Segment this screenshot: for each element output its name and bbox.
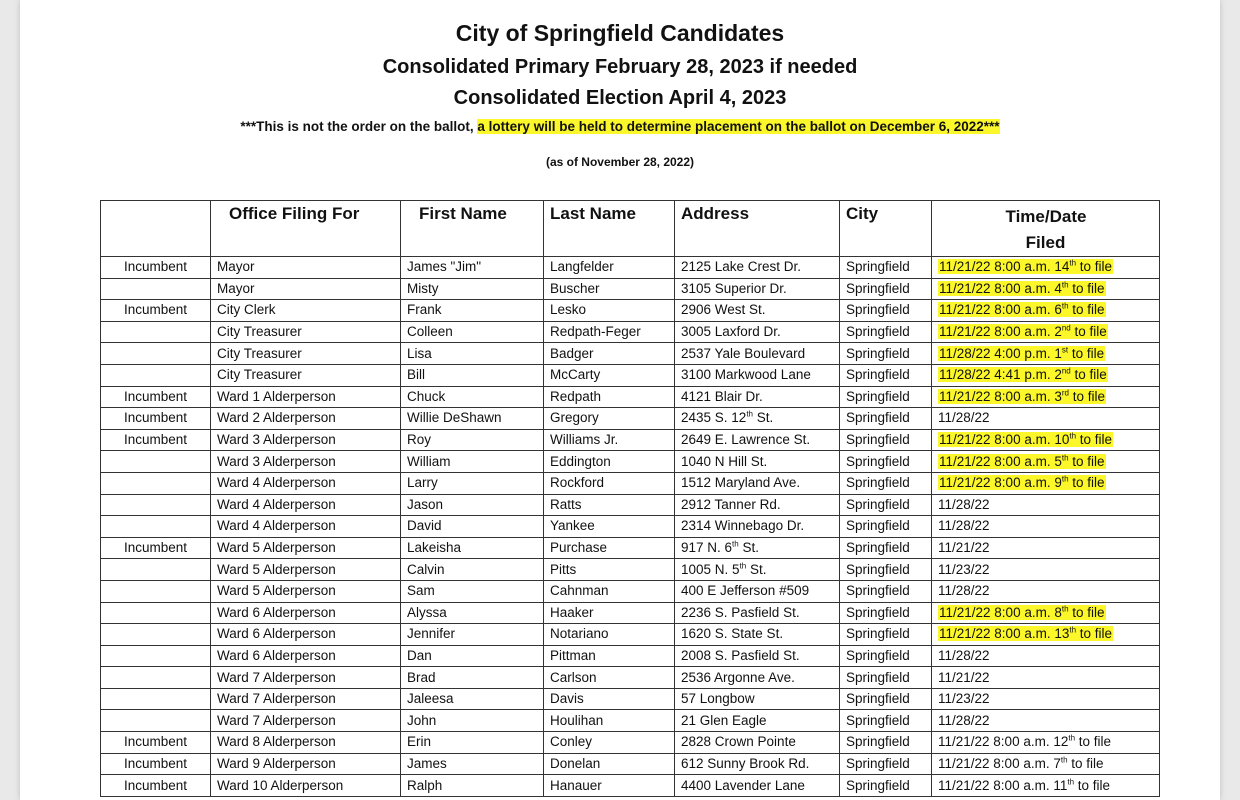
- ordinal-suffix: nd: [1061, 366, 1071, 376]
- office-cell: Ward 3 Alderperson: [211, 429, 401, 451]
- office-cell: City Treasurer: [211, 364, 401, 386]
- address-cell: 2314 Winnebago Dr.: [675, 516, 840, 538]
- highlighted-filing-text: 11/28/22 4:00 p.m. 1st to file: [939, 345, 1105, 361]
- time-filed-cell: 11/28/22: [932, 408, 1160, 430]
- table-row: [101, 775, 1160, 797]
- header-time-date-filed-text: Time/Date Filed: [1005, 207, 1087, 252]
- ballot-order-notice: [20, 119, 1220, 134]
- notice-highlighted-text: a lottery will be held to determine placement on the ballot on December 6, 2022***: [477, 119, 1000, 134]
- city-cell: Springfield: [840, 386, 932, 408]
- time-filed-cell: 11/21/22: [932, 667, 1160, 689]
- status-cell: [101, 321, 211, 343]
- city-cell: Springfield: [840, 537, 932, 559]
- office-cell: Ward 6 Alderperson: [211, 624, 401, 646]
- time-filed-cell: 11/28/22: [932, 645, 1160, 667]
- address-cell: 1005 N. 5th St.: [675, 559, 840, 581]
- first-name-cell: Willie DeShawn: [401, 408, 544, 430]
- highlighted-filing-text: 11/21/22 8:00 a.m. 2nd to file: [939, 323, 1107, 340]
- first-name-cell: Larry: [401, 472, 544, 494]
- address-cell: 3005 Laxford Dr.: [675, 321, 840, 343]
- city-cell: Springfield: [840, 732, 932, 754]
- first-name-cell: Dan: [401, 645, 544, 667]
- status-cell: [101, 688, 211, 710]
- time-filed-cell: 11/21/22: [932, 537, 1160, 559]
- ordinal-suffix: th: [1061, 280, 1069, 290]
- city-cell: Springfield: [840, 775, 932, 797]
- table-row: [101, 645, 1160, 667]
- address-cell: 612 Sunny Brook Rd.: [675, 753, 840, 775]
- status-cell: Incumbent: [101, 732, 211, 754]
- office-cell: Ward 8 Alderperson: [211, 732, 401, 754]
- office-cell: Ward 6 Alderperson: [211, 645, 401, 667]
- table-row: [101, 494, 1160, 516]
- table-row: [101, 386, 1160, 408]
- first-name-cell: Misty: [401, 278, 544, 300]
- first-name-cell: Roy: [401, 429, 544, 451]
- address-cell: 1620 S. State St.: [675, 624, 840, 646]
- address-cell: 2912 Tanner Rd.: [675, 494, 840, 516]
- status-cell: [101, 624, 211, 646]
- table-row: [101, 559, 1160, 581]
- last-name-cell: Rockford: [544, 472, 675, 494]
- status-cell: [101, 645, 211, 667]
- last-name-cell: Ratts: [544, 494, 675, 516]
- office-cell: Mayor: [211, 257, 401, 279]
- office-cell: Ward 3 Alderperson: [211, 451, 401, 473]
- status-cell: [101, 559, 211, 581]
- status-cell: [101, 472, 211, 494]
- time-filed-cell: 11/28/22: [932, 580, 1160, 602]
- last-name-cell: Davis: [544, 688, 675, 710]
- status-cell: [101, 278, 211, 300]
- ordinal-suffix: nd: [1061, 323, 1071, 333]
- table-row: [101, 624, 1160, 646]
- address-cell: 4121 Blair Dr.: [675, 386, 840, 408]
- last-name-cell: McCarty: [544, 364, 675, 386]
- address-cell: 2649 E. Lawrence St.: [675, 429, 840, 451]
- election-date-subtitle: Consolidated Election April 4, 2023: [453, 87, 787, 109]
- city-cell: Springfield: [840, 602, 932, 624]
- ordinal-suffix: th: [1069, 431, 1077, 441]
- last-name-cell: Badger: [544, 343, 675, 365]
- address-cell: 4400 Lavender Lane: [675, 775, 840, 797]
- ordinal-suffix: st: [1061, 345, 1069, 355]
- office-cell: Ward 1 Alderperson: [211, 386, 401, 408]
- time-filed-cell: 11/28/22: [932, 710, 1160, 732]
- status-cell: [101, 364, 211, 386]
- last-name-cell: Buscher: [544, 278, 675, 300]
- ordinal-suffix: th: [1061, 301, 1069, 311]
- table-row: [101, 472, 1160, 494]
- highlighted-filing-text: 11/21/22 8:00 a.m. 13th to file: [939, 625, 1113, 642]
- first-name-cell: Bill: [401, 364, 544, 386]
- status-cell: Incumbent: [101, 537, 211, 559]
- highlighted-filing-text: 11/21/22 8:00 a.m. 8th to file: [939, 604, 1105, 620]
- last-name-cell: Pitts: [544, 559, 675, 581]
- status-cell: Incumbent: [101, 775, 211, 797]
- ordinal-suffix: th: [1060, 755, 1068, 765]
- table-row: [101, 537, 1160, 559]
- table-row: [101, 257, 1160, 279]
- city-cell: Springfield: [840, 451, 932, 473]
- last-name-cell: Conley: [544, 732, 675, 754]
- table-row: [101, 364, 1160, 386]
- time-filed-cell: [932, 321, 1160, 343]
- last-name-cell: Hanauer: [544, 775, 675, 797]
- first-name-cell: Lakeisha: [401, 537, 544, 559]
- city-cell: Springfield: [840, 580, 932, 602]
- first-name-cell: Calvin: [401, 559, 544, 581]
- last-name-cell: Yankee: [544, 516, 675, 538]
- ordinal-suffix: th: [1067, 777, 1075, 787]
- first-name-cell: William: [401, 451, 544, 473]
- first-name-cell: Sam: [401, 580, 544, 602]
- office-cell: Ward 9 Alderperson: [211, 753, 401, 775]
- highlighted-filing-text: 11/21/22 8:00 a.m. 6th to file: [939, 301, 1105, 318]
- document-page: [20, 0, 1220, 800]
- time-filed-cell: 11/23/22: [932, 688, 1160, 710]
- office-cell: Ward 5 Alderperson: [211, 559, 401, 581]
- header-office: Office Filing For: [211, 201, 401, 257]
- status-cell: Incumbent: [101, 300, 211, 322]
- address-cell: 1512 Maryland Ave.: [675, 472, 840, 494]
- last-name-cell: Purchase: [544, 537, 675, 559]
- table-row: [101, 429, 1160, 451]
- time-filed-cell: 11/21/22 8:00 a.m. 7th to file: [932, 753, 1160, 775]
- first-name-cell: Jaleesa: [401, 688, 544, 710]
- first-name-cell: Jason: [401, 494, 544, 516]
- address-cell: 2906 West St.: [675, 300, 840, 322]
- time-filed-cell: 11/28/22: [932, 494, 1160, 516]
- time-filed-cell: [932, 602, 1160, 624]
- first-name-cell: Ralph: [401, 775, 544, 797]
- status-cell: [101, 494, 211, 516]
- header-address: Address: [675, 201, 840, 257]
- office-cell: Ward 2 Alderperson: [211, 408, 401, 430]
- first-name-cell: Jennifer: [401, 624, 544, 646]
- table-row: [101, 278, 1160, 300]
- address-cell: 1040 N Hill St.: [675, 451, 840, 473]
- city-cell: Springfield: [840, 257, 932, 279]
- highlighted-filing-text: 11/21/22 8:00 a.m. 14th to file: [939, 258, 1113, 275]
- status-cell: [101, 343, 211, 365]
- time-filed-cell: [932, 429, 1160, 451]
- primary-date-subtitle: Consolidated Primary February 28, 2023 if needed: [382, 56, 858, 78]
- last-name-cell: Gregory: [544, 408, 675, 430]
- time-filed-cell: 11/28/22: [932, 516, 1160, 538]
- last-name-cell: Redpath-Feger: [544, 321, 675, 343]
- first-name-cell: James "Jim": [401, 257, 544, 279]
- office-cell: City Clerk: [211, 300, 401, 322]
- first-name-cell: Lisa: [401, 343, 544, 365]
- address-cell: 2435 S. 12th St.: [675, 408, 840, 430]
- time-filed-cell: [932, 451, 1160, 473]
- status-cell: [101, 710, 211, 732]
- office-cell: Ward 4 Alderperson: [211, 472, 401, 494]
- last-name-cell: Houlihan: [544, 710, 675, 732]
- table-row: [101, 688, 1160, 710]
- city-cell: Springfield: [840, 364, 932, 386]
- status-cell: Incumbent: [101, 429, 211, 451]
- address-cell: 2537 Yale Boulevard: [675, 343, 840, 365]
- address-cell: 2125 Lake Crest Dr.: [675, 257, 840, 279]
- status-cell: [101, 602, 211, 624]
- status-cell: Incumbent: [101, 386, 211, 408]
- status-cell: Incumbent: [101, 753, 211, 775]
- address-cell: 2536 Argonne Ave.: [675, 667, 840, 689]
- candidates-table-body: [101, 257, 1160, 797]
- office-cell: Mayor: [211, 278, 401, 300]
- header-time-date-filed: [932, 201, 1160, 257]
- table-row: [101, 343, 1160, 365]
- status-cell: [101, 580, 211, 602]
- city-cell: Springfield: [840, 321, 932, 343]
- address-cell: 2008 S. Pasfield St.: [675, 645, 840, 667]
- last-name-cell: Lesko: [544, 300, 675, 322]
- city-cell: Springfield: [840, 645, 932, 667]
- header-city: City: [840, 201, 932, 257]
- status-cell: Incumbent: [101, 408, 211, 430]
- time-filed-cell: 11/23/22: [932, 559, 1160, 581]
- address-cell: 21 Glen Eagle: [675, 710, 840, 732]
- address-cell: 917 N. 6th St.: [675, 537, 840, 559]
- status-cell: [101, 516, 211, 538]
- table-row: [101, 408, 1160, 430]
- table-row: [101, 732, 1160, 754]
- time-filed-cell: 11/21/22 8:00 a.m. 12th to file: [932, 732, 1160, 754]
- city-cell: Springfield: [840, 408, 932, 430]
- notice-text: ***This is not the order on the ballot,: [240, 119, 478, 134]
- office-cell: Ward 6 Alderperson: [211, 602, 401, 624]
- table-row: [101, 580, 1160, 602]
- ordinal-suffix: th: [1069, 258, 1077, 268]
- city-cell: Springfield: [840, 688, 932, 710]
- ordinal-suffix: th: [739, 561, 747, 571]
- ordinal-suffix: th: [1061, 474, 1069, 484]
- header-first-name: First Name: [401, 201, 544, 257]
- address-cell: 3105 Superior Dr.: [675, 278, 840, 300]
- last-name-cell: Carlson: [544, 667, 675, 689]
- first-name-cell: John: [401, 710, 544, 732]
- city-cell: Springfield: [840, 300, 932, 322]
- table-row: [101, 753, 1160, 775]
- city-cell: Springfield: [840, 667, 932, 689]
- city-cell: Springfield: [840, 494, 932, 516]
- table-row: [101, 321, 1160, 343]
- status-cell: Incumbent: [101, 257, 211, 279]
- ordinal-suffix: rd: [1061, 388, 1069, 398]
- office-cell: Ward 4 Alderperson: [211, 516, 401, 538]
- time-filed-cell: [932, 300, 1160, 322]
- address-cell: 400 E Jefferson #509: [675, 580, 840, 602]
- city-cell: Springfield: [840, 710, 932, 732]
- first-name-cell: Brad: [401, 667, 544, 689]
- table-row: [101, 667, 1160, 689]
- as-of-date: (as of November 28, 2022): [545, 155, 695, 169]
- table-row: [101, 300, 1160, 322]
- city-cell: Springfield: [840, 624, 932, 646]
- city-cell: Springfield: [840, 516, 932, 538]
- first-name-cell: Chuck: [401, 386, 544, 408]
- header-status: [101, 201, 211, 257]
- last-name-cell: Eddington: [544, 451, 675, 473]
- status-cell: [101, 451, 211, 473]
- address-cell: 2828 Crown Pointe: [675, 732, 840, 754]
- city-cell: Springfield: [840, 278, 932, 300]
- time-filed-cell: [932, 343, 1160, 365]
- ordinal-suffix: th: [732, 539, 739, 549]
- table-row: [101, 602, 1160, 624]
- time-filed-cell: [932, 364, 1160, 386]
- document-title: City of Springfield Candidates: [455, 20, 785, 46]
- first-name-cell: Alyssa: [401, 602, 544, 624]
- highlighted-filing-text: 11/21/22 8:00 a.m. 9th to file: [939, 474, 1105, 491]
- last-name-cell: Williams Jr.: [544, 429, 675, 451]
- time-filed-cell: [932, 278, 1160, 300]
- first-name-cell: Colleen: [401, 321, 544, 343]
- first-name-cell: Erin: [401, 732, 544, 754]
- time-filed-cell: [932, 257, 1160, 279]
- office-cell: City Treasurer: [211, 321, 401, 343]
- last-name-cell: Redpath: [544, 386, 675, 408]
- first-name-cell: Frank: [401, 300, 544, 322]
- highlighted-filing-text: 11/21/22 8:00 a.m. 10th to file: [939, 431, 1113, 448]
- time-filed-cell: [932, 386, 1160, 408]
- header-last-name: Last Name: [544, 201, 675, 257]
- time-filed-cell: [932, 472, 1160, 494]
- last-name-cell: Pittman: [544, 645, 675, 667]
- ordinal-suffix: th: [1061, 453, 1069, 463]
- last-name-cell: Donelan: [544, 753, 675, 775]
- office-cell: Ward 7 Alderperson: [211, 710, 401, 732]
- office-cell: Ward 7 Alderperson: [211, 688, 401, 710]
- city-cell: Springfield: [840, 429, 932, 451]
- highlighted-filing-text: 11/21/22 8:00 a.m. 5th to file: [939, 453, 1105, 469]
- table-header-row: [101, 201, 1160, 257]
- office-cell: Ward 5 Alderperson: [211, 580, 401, 602]
- time-filed-cell: [932, 624, 1160, 646]
- table-row: [101, 710, 1160, 732]
- office-cell: City Treasurer: [211, 343, 401, 365]
- table-row: [101, 451, 1160, 473]
- first-name-cell: James: [401, 753, 544, 775]
- time-filed-cell: 11/21/22 8:00 a.m. 11th to file: [932, 775, 1160, 797]
- last-name-cell: Notariano: [544, 624, 675, 646]
- first-name-cell: David: [401, 516, 544, 538]
- office-cell: Ward 7 Alderperson: [211, 667, 401, 689]
- last-name-cell: Cahnman: [544, 580, 675, 602]
- ordinal-suffix: th: [1068, 733, 1076, 743]
- city-cell: Springfield: [840, 559, 932, 581]
- ordinal-suffix: th: [1061, 604, 1069, 614]
- address-cell: 2236 S. Pasfield St.: [675, 602, 840, 624]
- address-cell: 57 Longbow: [675, 688, 840, 710]
- office-cell: Ward 4 Alderperson: [211, 494, 401, 516]
- highlighted-filing-text: 11/28/22 4:41 p.m. 2nd to file: [939, 366, 1107, 383]
- city-cell: Springfield: [840, 343, 932, 365]
- status-cell: [101, 667, 211, 689]
- candidates-table: [100, 200, 1160, 797]
- office-cell: Ward 5 Alderperson: [211, 537, 401, 559]
- last-name-cell: Langfelder: [544, 257, 675, 279]
- city-cell: Springfield: [840, 753, 932, 775]
- highlighted-filing-text: 11/21/22 8:00 a.m. 4th to file: [939, 280, 1105, 296]
- ordinal-suffix: th: [1069, 625, 1077, 635]
- last-name-cell: Haaker: [544, 602, 675, 624]
- ordinal-suffix: th: [746, 409, 753, 419]
- table-row: [101, 516, 1160, 538]
- highlighted-filing-text: 11/21/22 8:00 a.m. 3rd to file: [939, 388, 1105, 404]
- office-cell: Ward 10 Alderperson: [211, 775, 401, 797]
- city-cell: Springfield: [840, 472, 932, 494]
- address-cell: 3100 Markwood Lane: [675, 364, 840, 386]
